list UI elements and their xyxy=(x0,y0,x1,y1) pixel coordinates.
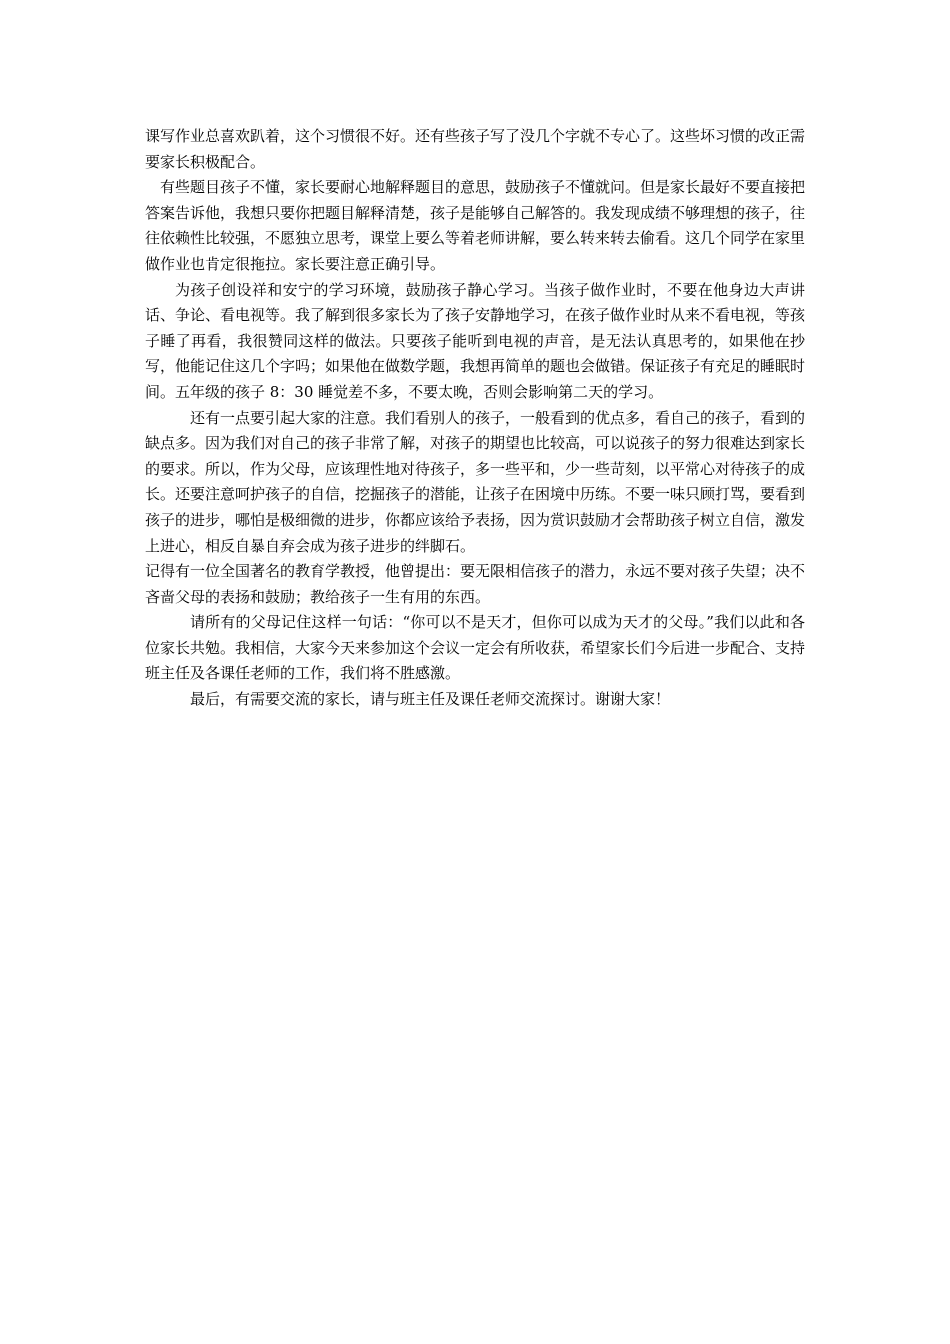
paragraph-explain-questions: 有些题目孩子不懂，家长要耐心地解释题目的意思，鼓励孩子不懂就问。但是家长最好不要直接把答案告诉他，我想只要你把题目解释清楚，孩子是能够自己解答的。我发现成绩不够理想的孩子，往往依赖性比较强，不愿独立思考，课堂上要么等着老师讲解，要么转来转去偷看。这几个同学在家里做作业也肯定很拖拉。家长要注意正确引导。 xyxy=(145,178,806,273)
paragraph-study-environment: 为孩子创设祥和安宁的学习环境，鼓励孩子静心学习。当孩子做作业时，不要在他身边大声讲话、争论、看电视等。我了解到很多家长为了孩子安静地学习，在孩子做作业时从来不看电视，等孩子睡了再看，我很赞同这样的做法。只要孩子能听到电视的声音，是无法认真思考的，如果他在抄写，他能记住这几个字吗；如果他在做数学题，我想再简单的题也会做错。保证孩子有充足的睡眠时间。五年级的孩子 8：30 睡觉差不多，不要太晚，否则会影响第二天的学习。 xyxy=(145,280,806,401)
paragraph-closing: 最后，有需要交流的家长，请与班主任及课任老师交流探讨。谢谢大家！ xyxy=(190,690,671,709)
paragraph-homework-posture: 课写作业总喜欢趴着，这个习惯很不好。还有些孩子写了没几个字就不专心了。这些坏习惯的改正需要家长积极配合。 xyxy=(145,127,806,171)
document-page xyxy=(145,124,805,713)
paragraph-parents-motto: 请所有的父母记住这样一句话：“你可以不是天才，但你可以成为天才的父母。”我们以此和各位家长共勉。我相信，大家今天来参加这个会议一定会有所收获，希望家长们今后进一步配合、支持班主任及各课任老师的工作，我们将不胜感激。 xyxy=(145,613,806,683)
paragraph-professor-quote: 记得有一位全国著名的教育学教授，他曾提出：要无限相信孩子的潜力，永远不要对孩子失望；决不吝啬父母的表扬和鼓励；教给孩子一生有用的东西。 xyxy=(145,562,806,606)
paragraph-attitude-to-child: 还有一点要引起大家的注意。我们看别人的孩子，一般看到的优点多，看自己的孩子，看到的缺点多。因为我们对自己的孩子非常了解，对孩子的期望也比较高，可以说孩子的努力很难达到家长的要求。所以，作为父母，应该理性地对待孩子，多一些平和，少一些苛刻，以平常心对待孩子的成长。还要注意呵护孩子的自信，挖掘孩子的潜能，让孩子在困境中历练。不要一味只顾打骂，要看到孩子的进步，哪怕是极细微的进步，你都应该给予表扬，因为赏识鼓励才会帮助孩子树立自信，激发上进心，相反自暴自弃会成为孩子进步的绊脚石。 xyxy=(145,408,806,555)
